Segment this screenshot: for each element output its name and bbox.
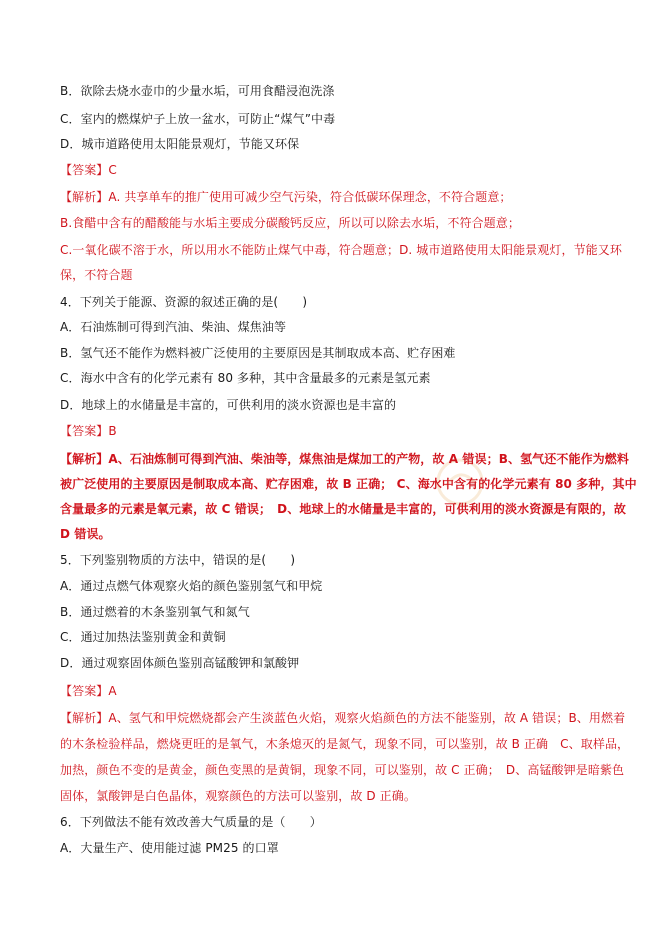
q3-analysis-2: B.食醋中含有的醋酸能与水垢主要成分碳酸钙反应，所以可以除去水垢，不符合题意；	[60, 216, 520, 230]
q5-analysis-4: 固体，氯酸钾是白色晶体，观察颜色的方法可以鉴别，故 D 正确。	[60, 789, 416, 803]
q4-stem: 4．下列关于能源、资源的叙述正确的是( )	[60, 295, 308, 309]
q6-stem: 6．下列做法不能有效改善大气质量的是（ ）	[60, 815, 322, 829]
q5-option-d: D．通过观察固体颜色鉴别高锰酸钾和氯酸钾	[60, 656, 300, 670]
q3-option-b: B．欲除去烧水壶巾的少量水垢，可用食醋浸泡洗涤	[60, 84, 335, 98]
q5-answer: 【答案】A	[60, 684, 117, 698]
q4-option-d: D．地球上的水储量是丰富的，可供利用的淡水资源也是丰富的	[60, 398, 397, 412]
q5-analysis-2: 的木条检验样品，燃烧更旺的是氧气，木条熄灭的是氮气，现象不同，可以鉴别，故 B 正确 C、取样品，	[60, 737, 630, 751]
q3-option-c: C．室内的燃煤炉子上放一盆水，可防止“煤气”中毒	[60, 112, 336, 126]
q5-option-c: C．通过加热法鉴别黄金和黄铜	[60, 630, 226, 644]
q4-analysis-1: 【解析】A、石油炼制可得到汽油、柴油等，煤焦油是煤加工的产物，故 A 错误；B、氢气还不能作为燃料	[60, 452, 629, 466]
q5-analysis-1: 【解析】A、氢气和甲烷燃烧都会产生淡蓝色火焰，观察火焰颜色的方法不能鉴别，故 A 错误；B、用燃着	[60, 711, 626, 725]
q4-answer: 【答案】B	[60, 424, 117, 438]
q4-option-c: C．海水中含有的化学元素有 80 多种，其中含量最多的元素是氢元素	[60, 371, 431, 385]
q4-analysis-2: 被广泛使用的主要原因是制取成本高、贮存困难，故 B 正确； C、海水中含有的化学元素有 80 多种，其中	[60, 477, 637, 491]
q5-option-a: A．通过点燃气体观察火焰的颜色鉴别氢气和甲烷	[60, 579, 323, 593]
q3-analysis-4: 保，不符合题	[60, 268, 133, 282]
q4-analysis-4: D 错误。	[60, 527, 111, 541]
q5-option-b: B．通过燃着的木条鉴别氧气和氮气	[60, 605, 250, 619]
q3-analysis-3: C.一氧化碳不溶于水，所以用水不能防止煤气中毒，符合题意；D. 城市道路使用太阳能景观灯，节能又环	[60, 243, 622, 257]
q4-analysis-3: 含量最多的元素是氧元素，故 C 错误； D、地球上的水储量是丰富的，可供利用的淡水资源是有限的，故	[60, 502, 627, 516]
q3-option-d: D．城市道路使用太阳能景观灯，节能又环保	[60, 137, 300, 151]
q4-option-a: A．石油炼制可得到汽油、柴油、煤焦油等	[60, 320, 287, 334]
q3-answer: 【答案】C	[60, 163, 117, 177]
q6-option-a: A．大量生产、使用能过滤 PM25 的口罩	[60, 841, 279, 855]
q5-analysis-3: 加热，颜色不变的是黄金，颜色变黑的是黄铜，现象不同，可以鉴别，故 C 正确； D、高锰酸钾是暗紫色	[60, 763, 625, 777]
q5-stem: 5．下列鉴别物质的方法中，错误的是( )	[60, 553, 296, 567]
q3-analysis-1: 【解析】A. 共享单车的推广使用可减少空气污染，符合低碳环保理念，不符合题意；	[60, 190, 512, 204]
q4-option-b: B．氢气还不能作为燃料被广泛使用的主要原因是其制取成本高、贮存困难	[60, 346, 456, 360]
